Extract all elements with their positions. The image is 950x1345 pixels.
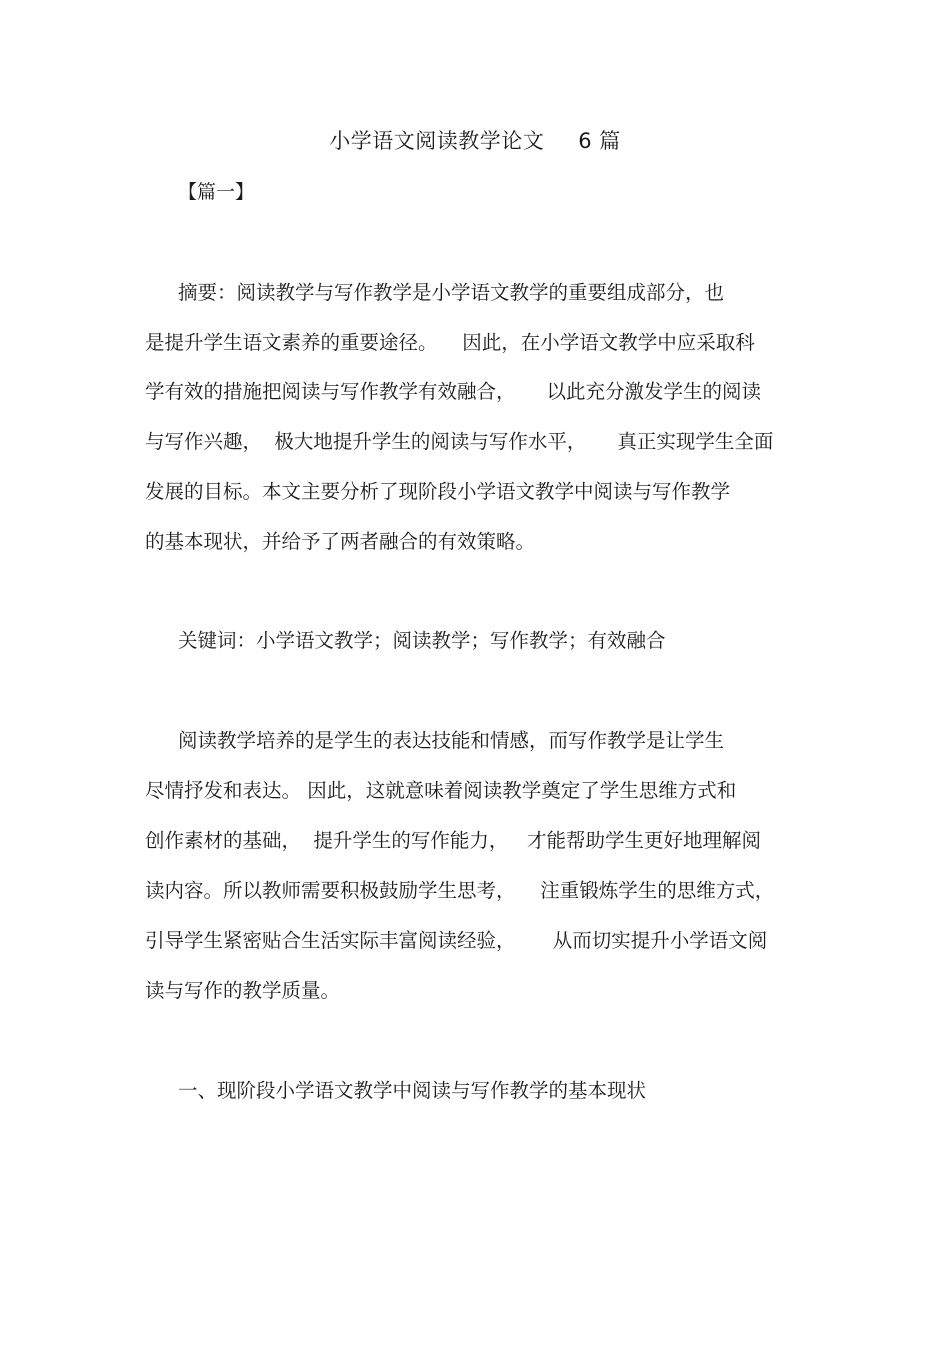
keywords-line: 关键词：小学语文教学；阅读教学；写作教学；有效融合 [178, 629, 666, 652]
title-count: 6 篇 [578, 129, 621, 153]
section-heading: 一、现阶段小学语文教学中阅读与写作教学的基本现状 [178, 1079, 647, 1102]
intro-line: 读与写作的教学质量。 [145, 979, 341, 1002]
title-text: 小学语文阅读教学论文 [329, 129, 545, 153]
abstract-line: 学有效的措施把阅读与写作教学有效融合， 以此充分激发学生的阅读 [145, 380, 761, 403]
abstract-line: 的基本现状，并给予了两者融合的有效策略。 [145, 530, 536, 553]
intro-line: 读内容。所以教师需要积极鼓励学生思考， 注重锻炼学生的思维方式， [145, 879, 775, 902]
document-title [0, 124, 950, 158]
intro-line: 尽情抒发和表达。 因此，这就意味着阅读教学奠定了学生思维方式和 [145, 779, 737, 802]
intro-line: 阅读教学培养的是学生的表达技能和情感，而写作教学是让学生 [178, 729, 725, 752]
section-label: 【篇一】 [178, 181, 255, 203]
abstract-line: 摘要：阅读教学与写作教学是小学语文教学的重要组成部分，也 [178, 281, 725, 304]
abstract-line: 是提升学生语文素养的重要途径。 因此，在小学语文教学中应采取科 [145, 331, 755, 354]
intro-line: 引导学生紧密贴合生活实际丰富阅读经验， 从而切实提升小学语文阅 [145, 929, 768, 952]
abstract-line: 与写作兴趣， 极大地提升学生的阅读与写作水平， 真正实现学生全面 [145, 430, 774, 453]
abstract-line: 发展的目标。本文主要分析了现阶段小学语文教学中阅读与写作教学 [145, 480, 731, 503]
intro-line: 创作素材的基础， 提升学生的写作能力， 才能帮助学生更好地理解阅 [145, 829, 761, 852]
